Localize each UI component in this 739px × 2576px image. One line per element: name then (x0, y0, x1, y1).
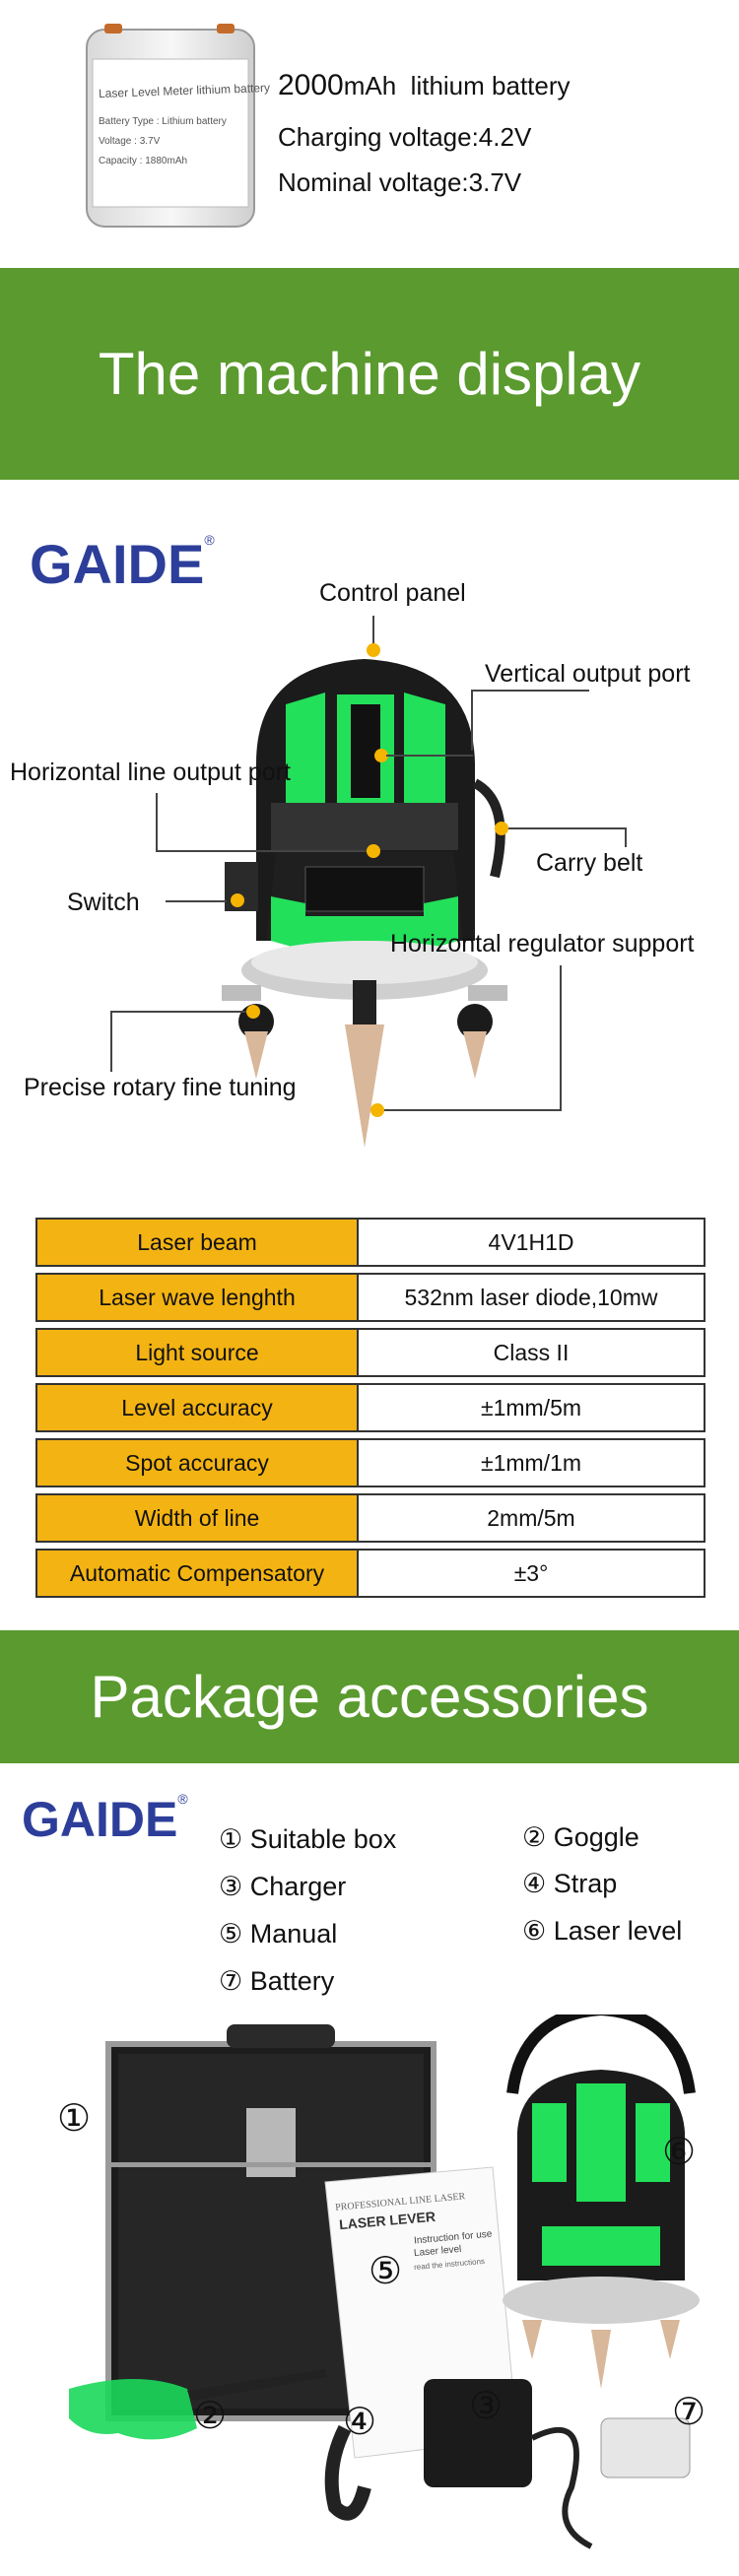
marker-2: ② (193, 2396, 228, 2437)
accessory-item: ③ Charger (219, 1872, 347, 1901)
callout-horizontal-port: Horizontal line output port (10, 759, 291, 786)
banner-title: The machine display (98, 341, 641, 407)
spec-row (35, 1218, 705, 1267)
package-accessories-banner (0, 1630, 739, 1763)
manual-line3: Instruction for use (413, 2228, 493, 2247)
callout-switch: Switch (67, 889, 140, 916)
spec-row (35, 1328, 705, 1377)
callout-vertical-port: Vertical output port (485, 660, 691, 688)
manual-line4: Laser level (413, 2243, 462, 2260)
spec-key: Laser wave lenghth (37, 1275, 359, 1320)
spec-value: Class II (359, 1330, 704, 1375)
accessory-item: ⑤ Manual (219, 1919, 338, 1949)
marker-4: ④ (343, 2402, 377, 2443)
brand-mark: ® (177, 1791, 188, 1807)
battery-capacity (278, 69, 571, 102)
callout-regulator: Horizontal regulator support (390, 930, 695, 958)
capacity-unit: mAh (343, 71, 397, 100)
brand-logo-2 (22, 1791, 188, 1848)
spec-row (35, 1438, 705, 1487)
accessory-item: ⑥ Laser level (522, 1916, 683, 1946)
spec-key: Light source (37, 1330, 359, 1375)
spec-value: ±1mm/1m (359, 1440, 704, 1486)
spec-value: ±3° (359, 1551, 704, 1596)
nominal-voltage: Nominal voltage:3.7V (278, 167, 522, 197)
spec-value: ±1mm/5m (359, 1385, 704, 1430)
banner-title: Package accessories (90, 1664, 649, 1730)
spec-key: Level accuracy (37, 1385, 359, 1430)
callout-fine-tuning: Precise rotary fine tuning (24, 1074, 297, 1101)
manual-line2: LASER LEVER (338, 2208, 437, 2233)
battery-label-voltage: Voltage : 3.7V (99, 136, 161, 147)
machine-display-banner (0, 268, 739, 480)
spec-key: Width of line (37, 1495, 359, 1541)
marker-3: ③ (469, 2386, 504, 2427)
accessory-item: ② Goggle (522, 1822, 639, 1852)
brand-mark: ® (204, 532, 215, 548)
marker-1: ① (57, 2098, 92, 2140)
spec-value: 532nm laser diode,10mw (359, 1275, 704, 1320)
manual-line5: read the instructions (413, 2256, 486, 2273)
callout-carry-belt: Carry belt (536, 849, 643, 877)
spec-row (35, 1549, 705, 1598)
marker-7: ⑦ (672, 2392, 706, 2433)
battery-label-capacity: Capacity : 1880mAh (99, 156, 188, 166)
brand-text: GAIDE (30, 533, 205, 595)
charging-voltage: Charging voltage:4.2V (278, 122, 532, 152)
brand-logo (30, 532, 215, 596)
battery-type: lithium battery (410, 71, 571, 100)
accessory-item: ④ Strap (522, 1869, 618, 1898)
spec-value: 2mm/5m (359, 1495, 704, 1541)
spec-row (35, 1273, 705, 1322)
marker-5: ⑤ (369, 2251, 403, 2292)
manual-line1: PROFESSIONAL LINE LASER (334, 2191, 466, 2213)
spec-key: Laser beam (37, 1220, 359, 1265)
spec-key: Spot accuracy (37, 1440, 359, 1486)
battery-label-title: Laser Level Meter lithium battery (98, 80, 271, 101)
marker-6: ⑥ (662, 2132, 697, 2173)
accessory-item: ⑦ Battery (219, 1966, 335, 1996)
spec-key: Automatic Compensatory (37, 1551, 359, 1596)
spec-row (35, 1383, 705, 1432)
spec-value: 4V1H1D (359, 1220, 704, 1265)
capacity-value: 2000 (278, 69, 344, 101)
accessory-item: ① Suitable box (219, 1824, 397, 1854)
spec-row (35, 1493, 705, 1543)
callout-control-panel: Control panel (319, 579, 466, 607)
spec-table (35, 1218, 705, 1604)
brand-text: GAIDE (22, 1792, 178, 1847)
battery-label-type: Battery Type : Lithium battery (99, 116, 227, 127)
